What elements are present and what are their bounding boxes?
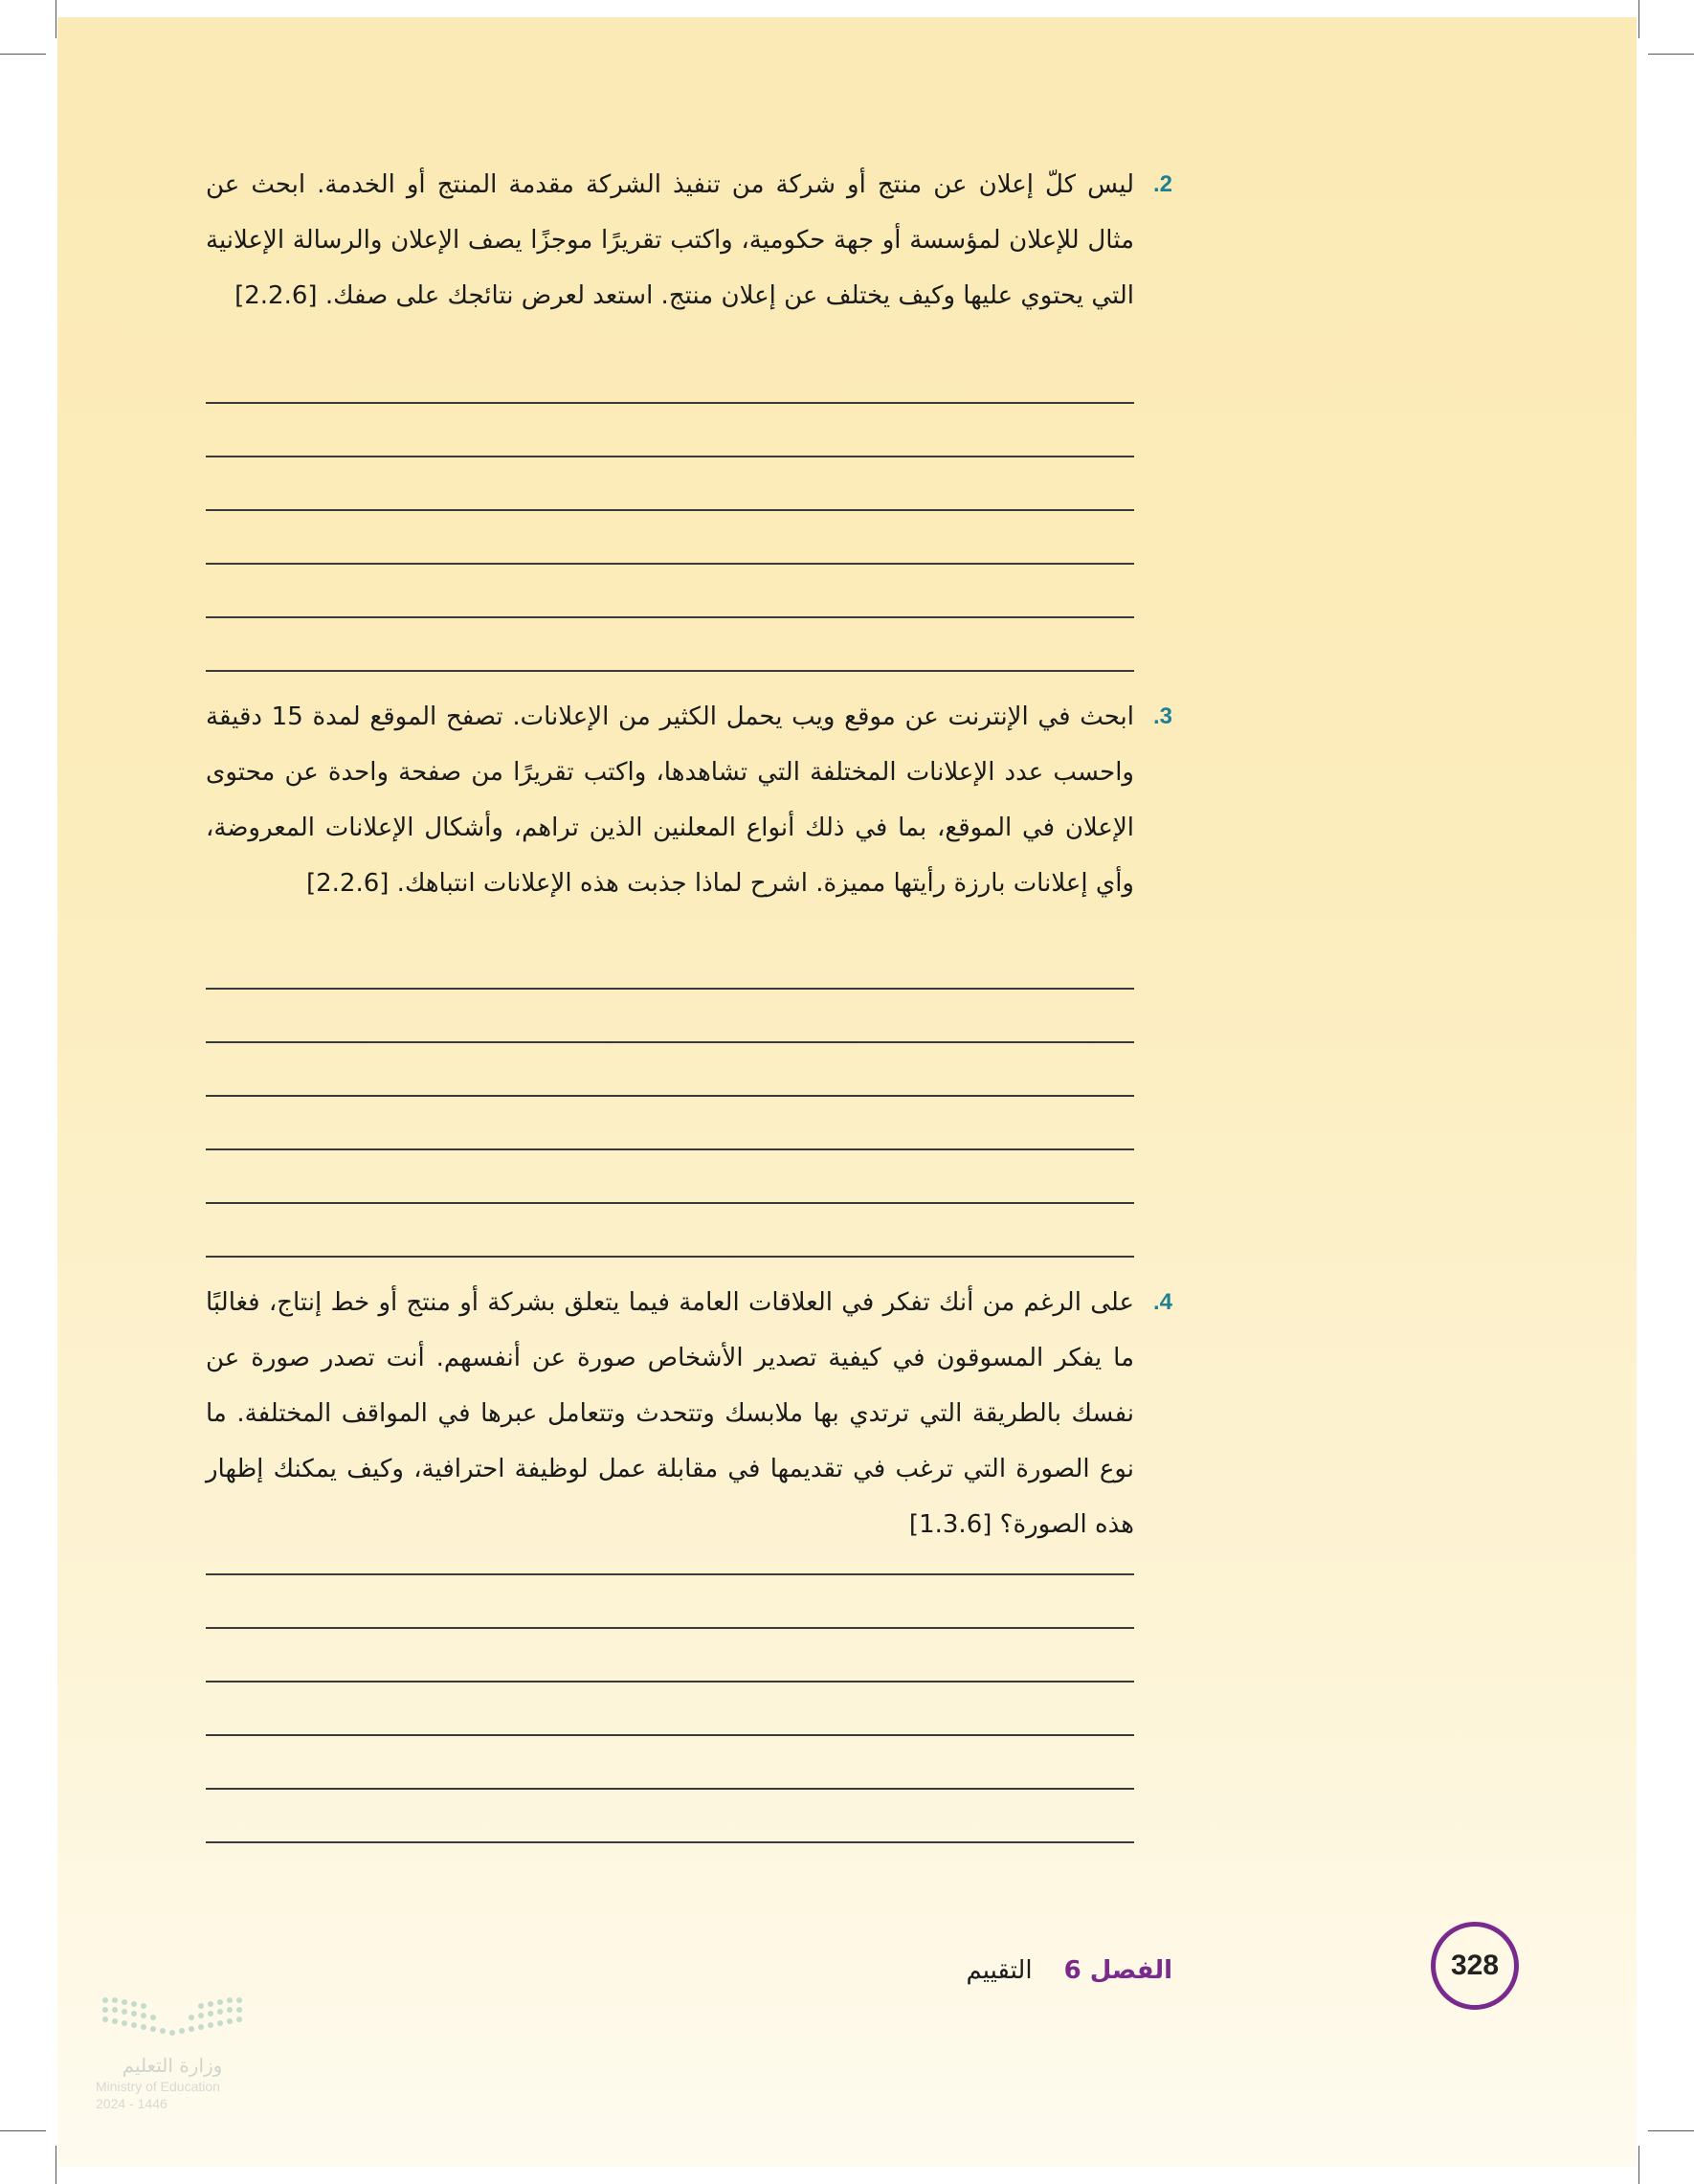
answer-line[interactable] [206, 1041, 1134, 1043]
answer-line[interactable] [206, 563, 1134, 565]
answer-line[interactable] [206, 1627, 1134, 1629]
answer-line[interactable] [206, 1095, 1134, 1097]
ministry-year: 2024 - 1446 [96, 2096, 167, 2111]
ministry-logo-icon [96, 1991, 249, 2048]
answer-line[interactable] [206, 402, 1134, 404]
answer-line[interactable] [206, 509, 1134, 511]
answer-line[interactable] [206, 1202, 1134, 1204]
ministry-name-ar: وزارة التعليم [122, 2054, 223, 2077]
answer-line[interactable] [206, 1256, 1134, 1258]
answer-line[interactable] [206, 1841, 1134, 1843]
ministry-logo [96, 1991, 325, 2115]
crop-mark [0, 2130, 46, 2131]
question-4 [206, 1275, 1172, 1552]
crop-mark [1638, 0, 1639, 38]
answer-line[interactable] [206, 456, 1134, 457]
question-2 [206, 157, 1172, 323]
chapter-label: الفصل 6 [1063, 1956, 1172, 1985]
answer-line[interactable] [206, 1734, 1134, 1736]
ministry-name-en: Ministry of Education [96, 2079, 220, 2094]
question-number: .4 [1152, 1289, 1172, 1315]
answer-line[interactable] [206, 988, 1134, 990]
answer-line[interactable] [206, 1681, 1134, 1683]
crop-mark [1648, 54, 1694, 55]
section-label: التقييم [966, 1956, 1033, 1985]
crop-mark [0, 54, 46, 55]
answer-line[interactable] [206, 1788, 1134, 1790]
question-text: على الرغم من أنك تفكر في العلاقات العامة فيما يتعلق بشركة أو منتج أو خط إنتاج، فغالبًا ما يفكر المسوقون في كيفية تصدير الأشخاص صورة عن أنفسهم. أنت تصدر صورة عن نفسك بالطريقة التي ترتدي بها ملابسك وتتحدث وتتعامل عبرها في المواقف المختلفة. ما نوع الصورة التي ترغب في تقديمها في مقابلة عمل لوظيفة احترافية، وكيف يمكنك إظهار هذه الصورة؟ [1.3.6] [206, 1288, 1134, 1539]
crop-mark [1648, 2130, 1694, 2131]
answer-line[interactable] [206, 670, 1134, 672]
question-3 [206, 689, 1172, 911]
chapter-footer [966, 1956, 1172, 1985]
question-number: .2 [1152, 171, 1172, 197]
crop-mark [1638, 2146, 1639, 2184]
answer-line[interactable] [206, 616, 1134, 618]
question-text: ابحث في الإنترنت عن موقع ويب يحمل الكثير من الإعلانات. تصفح الموقع لمدة 15 دقيقة واحسب عدد الإعلانات المختلفة التي تشاهدها، واكتب تقريرًا من صفحة واحدة عن محتوى الإعلان في الموقع، بما في ذلك أنواع المعلنين الذين تراهم، وأشكال الإعلانات المعروضة، وأي إعلانات بارزة رأيتها مميزة. اشرح لماذا جذبت هذه الإعلانات انتباهك. [2.2.6] [206, 702, 1135, 898]
page-number [1431, 1922, 1519, 2010]
page-number-text: 328 [1450, 1950, 1500, 1981]
page-background [57, 17, 1637, 2167]
question-number: .3 [1152, 703, 1172, 729]
answer-line[interactable] [206, 1573, 1134, 1575]
question-text: ليس كلّ إعلان عن منتج أو شركة من تنفيذ الشركة مقدمة المنتج أو الخدمة. ابحث عن مثال للإعلان لمؤسسة أو جهة حكومية، واكتب تقريرًا موجزًا يصف الإعلان والرسالة الإعلانية التي يحتوي عليها وكيف يختلف عن إعلان منتج. استعد لعرض نتائجك على صفك. [2.2.6] [206, 170, 1134, 310]
answer-line[interactable] [206, 1148, 1134, 1150]
